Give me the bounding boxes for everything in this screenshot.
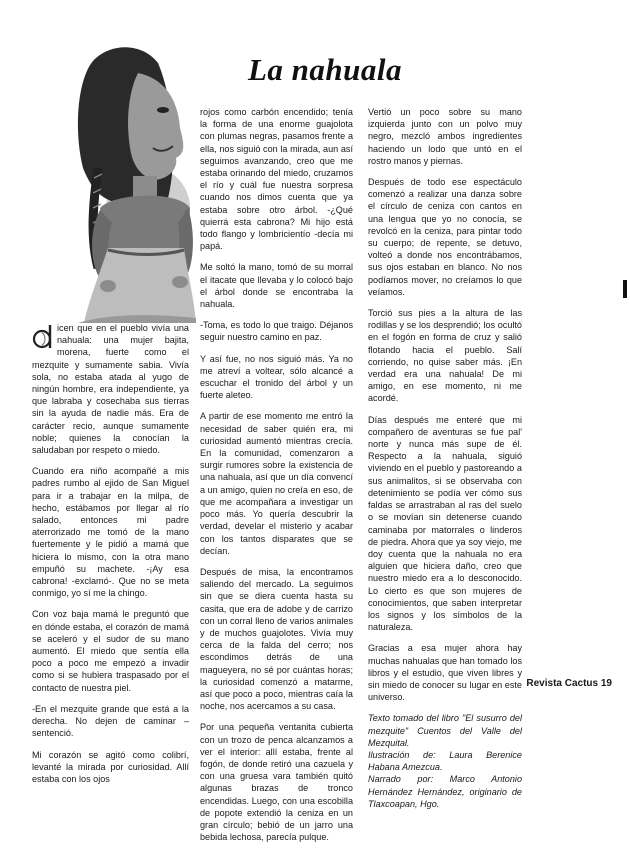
paragraph: A partir de ese momento me entró la necesidad de saber quién era, mi curiosidad aumentó mientras crecía. En la comunidad, comenzaron a surgir rumores sobre la existencia de una nahuala, así que un día convencí a un amigo, quien no creía en eso, de que me acompañara a investigar un poco más. Yo quería descubrir la verdad, develar el misterio y acabar con los tantos disparates que se decían. [200, 411, 353, 556]
credits [368, 712, 522, 810]
text-column-2 [200, 106, 353, 852]
paragraph: Cuando era niño acompañé a mis padres rumbo al ejido de San Miguel para ir a trabajar en la milpa, de hecho, estábamos por llegar al río salado, entonces mi padre aterrorizado me tomó de la mano fuertemente y le pidió a mamá que hiciera lo mismo, con la otra mano empuñó su machete. -¡Ay esa cabrona! -exclamó-. Que no se meta conmigo, yo sí me la chingo. [32, 466, 189, 599]
paragraph: -En el mezquite grande que está a la derecha. No dejen de caminar –sentenció. [32, 703, 189, 739]
paragraph: Vertió un poco sobre su mano izquierda junto con un polvo muy negro, mezcló ambos ingredientes haciendo un lodo que untó en el rostro manos y piernas. [368, 107, 522, 166]
credit-source: Texto tomado del libro "El susurro del mezquite" Cuentos del Valle del Mezquital. [368, 713, 522, 748]
paragraph: -Toma, es todo lo que traigo. Déjanos seguir nuestro camino en paz. [200, 320, 353, 343]
paragraph: Me soltó la mano, tomó de su morral el itacate que llevaba y lo colocó bajo el árbol donde se encontraba la nahuala. [200, 262, 353, 310]
credit-narrator: Narrado por: Marco Antonio Hernández Hernández, originario de Tlaxcoapan, Hgo. [368, 774, 522, 809]
text-column-1 [32, 322, 189, 794]
paragraph: Y así fue, no nos siguió más. Ya no me atreví a voltear, sólo alcancé a escuchar el tronido del árbol y un fuerte aleteo. [200, 353, 353, 401]
paragraph: Gracias a esa mujer ahora hay muchas nahualas que han tomado los libros y el estudio, que viven libres y sin miedo de conocer su lugar en este universo. [368, 643, 522, 703]
credit-illustration: Ilustración de: Laura Berenice Habana Amezcua. [368, 749, 522, 773]
paragraph [32, 322, 189, 456]
page-title: La nahuala [248, 52, 403, 87]
paragraph: rojos como carbón encendido; tenía la forma de una enorme guajolota con plumas negras, pasamos frente a ella, nos siguió con la mirada, aun así seguimos avanzando, creo que me estaba orinando del miedo, cruzamos el río y cuál fue nuestra sorpresa cuando nos dimos cuenta que ya estaba sobre otro árbol. -¿Qué quierrá esta cabrona? Mi hijo está todo flango y lombricientío -decía mi papá. [200, 107, 353, 252]
nahuala-illustration [38, 18, 196, 323]
paragraph: Mi corazón se agitó como colibrí, levanté la mirada por curiosidad. Allí estaba con los ojos [32, 749, 189, 784]
paragraph: Por una pequeña ventanita cubierta con un trozo de penca alcanzamos a ver el interior: allí estaba, frente al fogón, de donde retiró una cazuela y con una gruesa vara también quitó algunas brazas de tronco encendidas. Luego, con una escobilla de popote extendió la ceniza en un gran círculo; bebió de un jarro una bebida lechosa, parecía pulque. [200, 722, 353, 843]
paragraph: Días después me enteré que mi compañero de aventuras se fue pal' norte y nunca más supe de él. Respecto a la nahuala, siguió viviendo en el pueblo y pastoreando a sus animalitos, si se observaba con detenimiento se podía ver cómo sus faldas se arrastraban al ras del suelo o se movían sin detenerse cuando caminaba por matorrales o linderos de piedra. Ahora que ya soy viejo, me doy cuenta que la nahuala no era alguien que hiciera daño, creo que nuestro miedo era a lo desconocido. Lo cierto es que son mujeres de conocimientos, que saben interpretar los signos y los símbolos de la naturaleza. [368, 414, 522, 633]
paragraph: Después de misa, la encontramos saliendo del mercado. La seguimos sin que se diera cuenta hasta su casita, que era de adobe y de carrizo con un corral lleno de varios animales y de muchos guajolotes. Vivía muy cerca de la falda del cerro; nos escondimos detrás de una magueyera, no sé por cuántas horas; la curiosidad comenzó a matarme, así que poco a poco, mientras caía la noche, nos acercamos a su casa. [200, 566, 353, 712]
page-footer: Revista Cactus 19 [526, 678, 612, 689]
paragraph: Torció sus pies a la altura de las rodillas y se los desprendió; los ocultó en el fogón en forma de cruz y salió flotando hacia el pueblo. Salí corriendo, no quise saber más. ¡En verdad era una nahuala! De mi amigo, en ese momento, ni me acordé. [368, 308, 522, 404]
paragraph: Después de todo ese espectáculo comenzó a realizar una danza sobre el círculo de ceniza con cantos en una lengua que yo no conocía, se revolcó en la ceniza, para pintar todo su cuerpo; de repente, se detuvo, volteó a donde nos encontrábamos, sus ojos estaban en blanco. No nos podíamos mover, no creíamos lo que veíamos. [368, 177, 522, 297]
dropcap-letter-icon [32, 323, 54, 349]
page-edge-marker [623, 280, 627, 298]
paragraph: Con voz baja mamá le preguntó que en dónde estaba, el corazón de mamá se aceleró y el sudor de su mano aumentó. El miedo que sentía ella poco a poco me empezó a invadir como si se hubiera traspasado por el contacto de nuestra piel. [32, 609, 189, 693]
paragraph-text: icen que en el pueblo vivía una nahuala: una mujer bajita, morena, fuerte como el mezquite y sumamente sabia. Vivía sola, no estaba atada al yugo de ningún hombre, era independiente, ya que labraba y cosechaba sus tierras sin la ayuda de nadie más. Era de carácter recio, aunque sumamente noble; quienes la conocían la saludaban por respeto o miedo. [32, 323, 189, 456]
text-column-3 [368, 106, 522, 810]
